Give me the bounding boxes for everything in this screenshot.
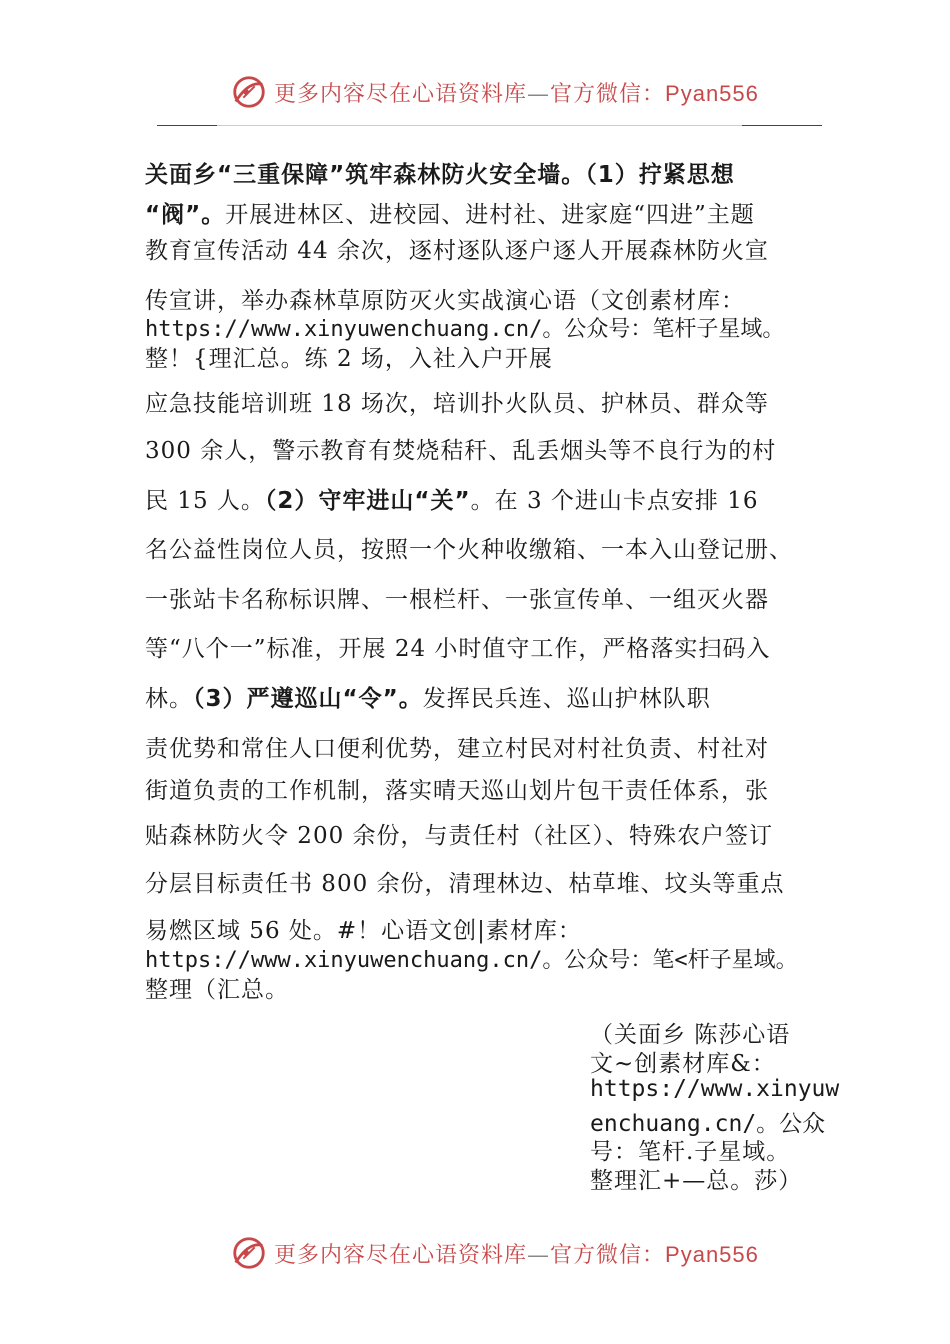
footer-banner — [230, 1233, 759, 1273]
line-19-url: https://www.xinyuwenchuang.cn/。公众号：笔<杆子星域。 — [145, 948, 798, 973]
signature-line-1: （关面乡 陈莎心语 — [590, 1022, 791, 1048]
line-17: 分层目标责任书 800 余份，清理林边、枯草堆、坟头等重点 — [145, 871, 785, 897]
line-18: 易燃区域 56 处。#！心语文创|素材库： — [145, 918, 582, 944]
line-9: 民 15 人。（2）守牢进山“关”。在 3 个进山卡点安排 16 — [145, 488, 759, 514]
signature-line-5: 号：笔杆.子星域。 — [590, 1139, 791, 1165]
line-4: 传宣讲，举办森林草原防灭火实战演心语（文创素材库： — [145, 288, 745, 314]
line-14: 责优势和常住人口便利优势，建立村民对村社负责、村社对 — [145, 736, 769, 762]
line-3: 教育宣传活动 44 余次，逐村逐队逐户逐人开展森林防火宣 — [145, 238, 769, 264]
line-5-url: https://www.xinyuwenchuang.cn/。公众号：笔杆子星域。 — [145, 317, 785, 342]
line-20: 整理（汇总。 — [145, 977, 289, 1003]
line-10: 名公益性岗位人员，按照一个火种收缴箱、一本入山登记册、 — [145, 537, 793, 563]
line-15: 街道负责的工作机制，落实晴天巡山划片包干责任体系，张 — [145, 778, 769, 804]
signature-line-6: 整理汇+—总。莎） — [590, 1168, 803, 1194]
banner-text: 更多内容尽在心语资料库—官方微信：Pyan556 — [274, 1241, 759, 1268]
header-rule-right — [742, 125, 822, 126]
line-11: 一张站卡名称标识牌、一根栏杆、一张宣传单、一组灭火器 — [145, 587, 769, 613]
brand-logo-icon — [230, 1234, 268, 1272]
header-rule-left — [157, 125, 217, 126]
line-8: 300 余人，警示教育有焚烧秸秆、乱丢烟头等不良行为的村 — [145, 438, 777, 464]
brand-logo-icon — [230, 73, 268, 111]
header-banner — [230, 72, 759, 112]
signature-line-2: 文~创素材库&： — [590, 1051, 776, 1077]
header-rule-center — [217, 125, 742, 126]
line-2: “阀”。开展进林区、进校园、进村社、进家庭“四进”主题 — [145, 202, 755, 228]
line-16: 贴森林防火令 200 余份，与责任村（社区）、特殊农户签订 — [145, 823, 774, 849]
line-6: 整！{理汇总。练 2 场，入社入户开展 — [145, 346, 553, 372]
line-1: 关面乡“三重保障”筑牢森林防火安全墙。（1）拧紧思想 — [145, 162, 735, 188]
line-13: 林。（3）严遵巡山“令”。发挥民兵连、巡山护林队职 — [145, 686, 711, 712]
signature-line-3: https://www.xinyuw — [590, 1076, 840, 1102]
line-7: 应急技能培训班 18 场次，培训扑火队员、护林员、群众等 — [145, 391, 769, 417]
line-12: 等“八个一”标准，开展 24 小时值守工作，严格落实扫码入 — [145, 636, 771, 662]
signature-line-4: enchuang.cn/。公众 — [590, 1111, 826, 1137]
banner-text: 更多内容尽在心语资料库—官方微信：Pyan556 — [274, 80, 759, 107]
